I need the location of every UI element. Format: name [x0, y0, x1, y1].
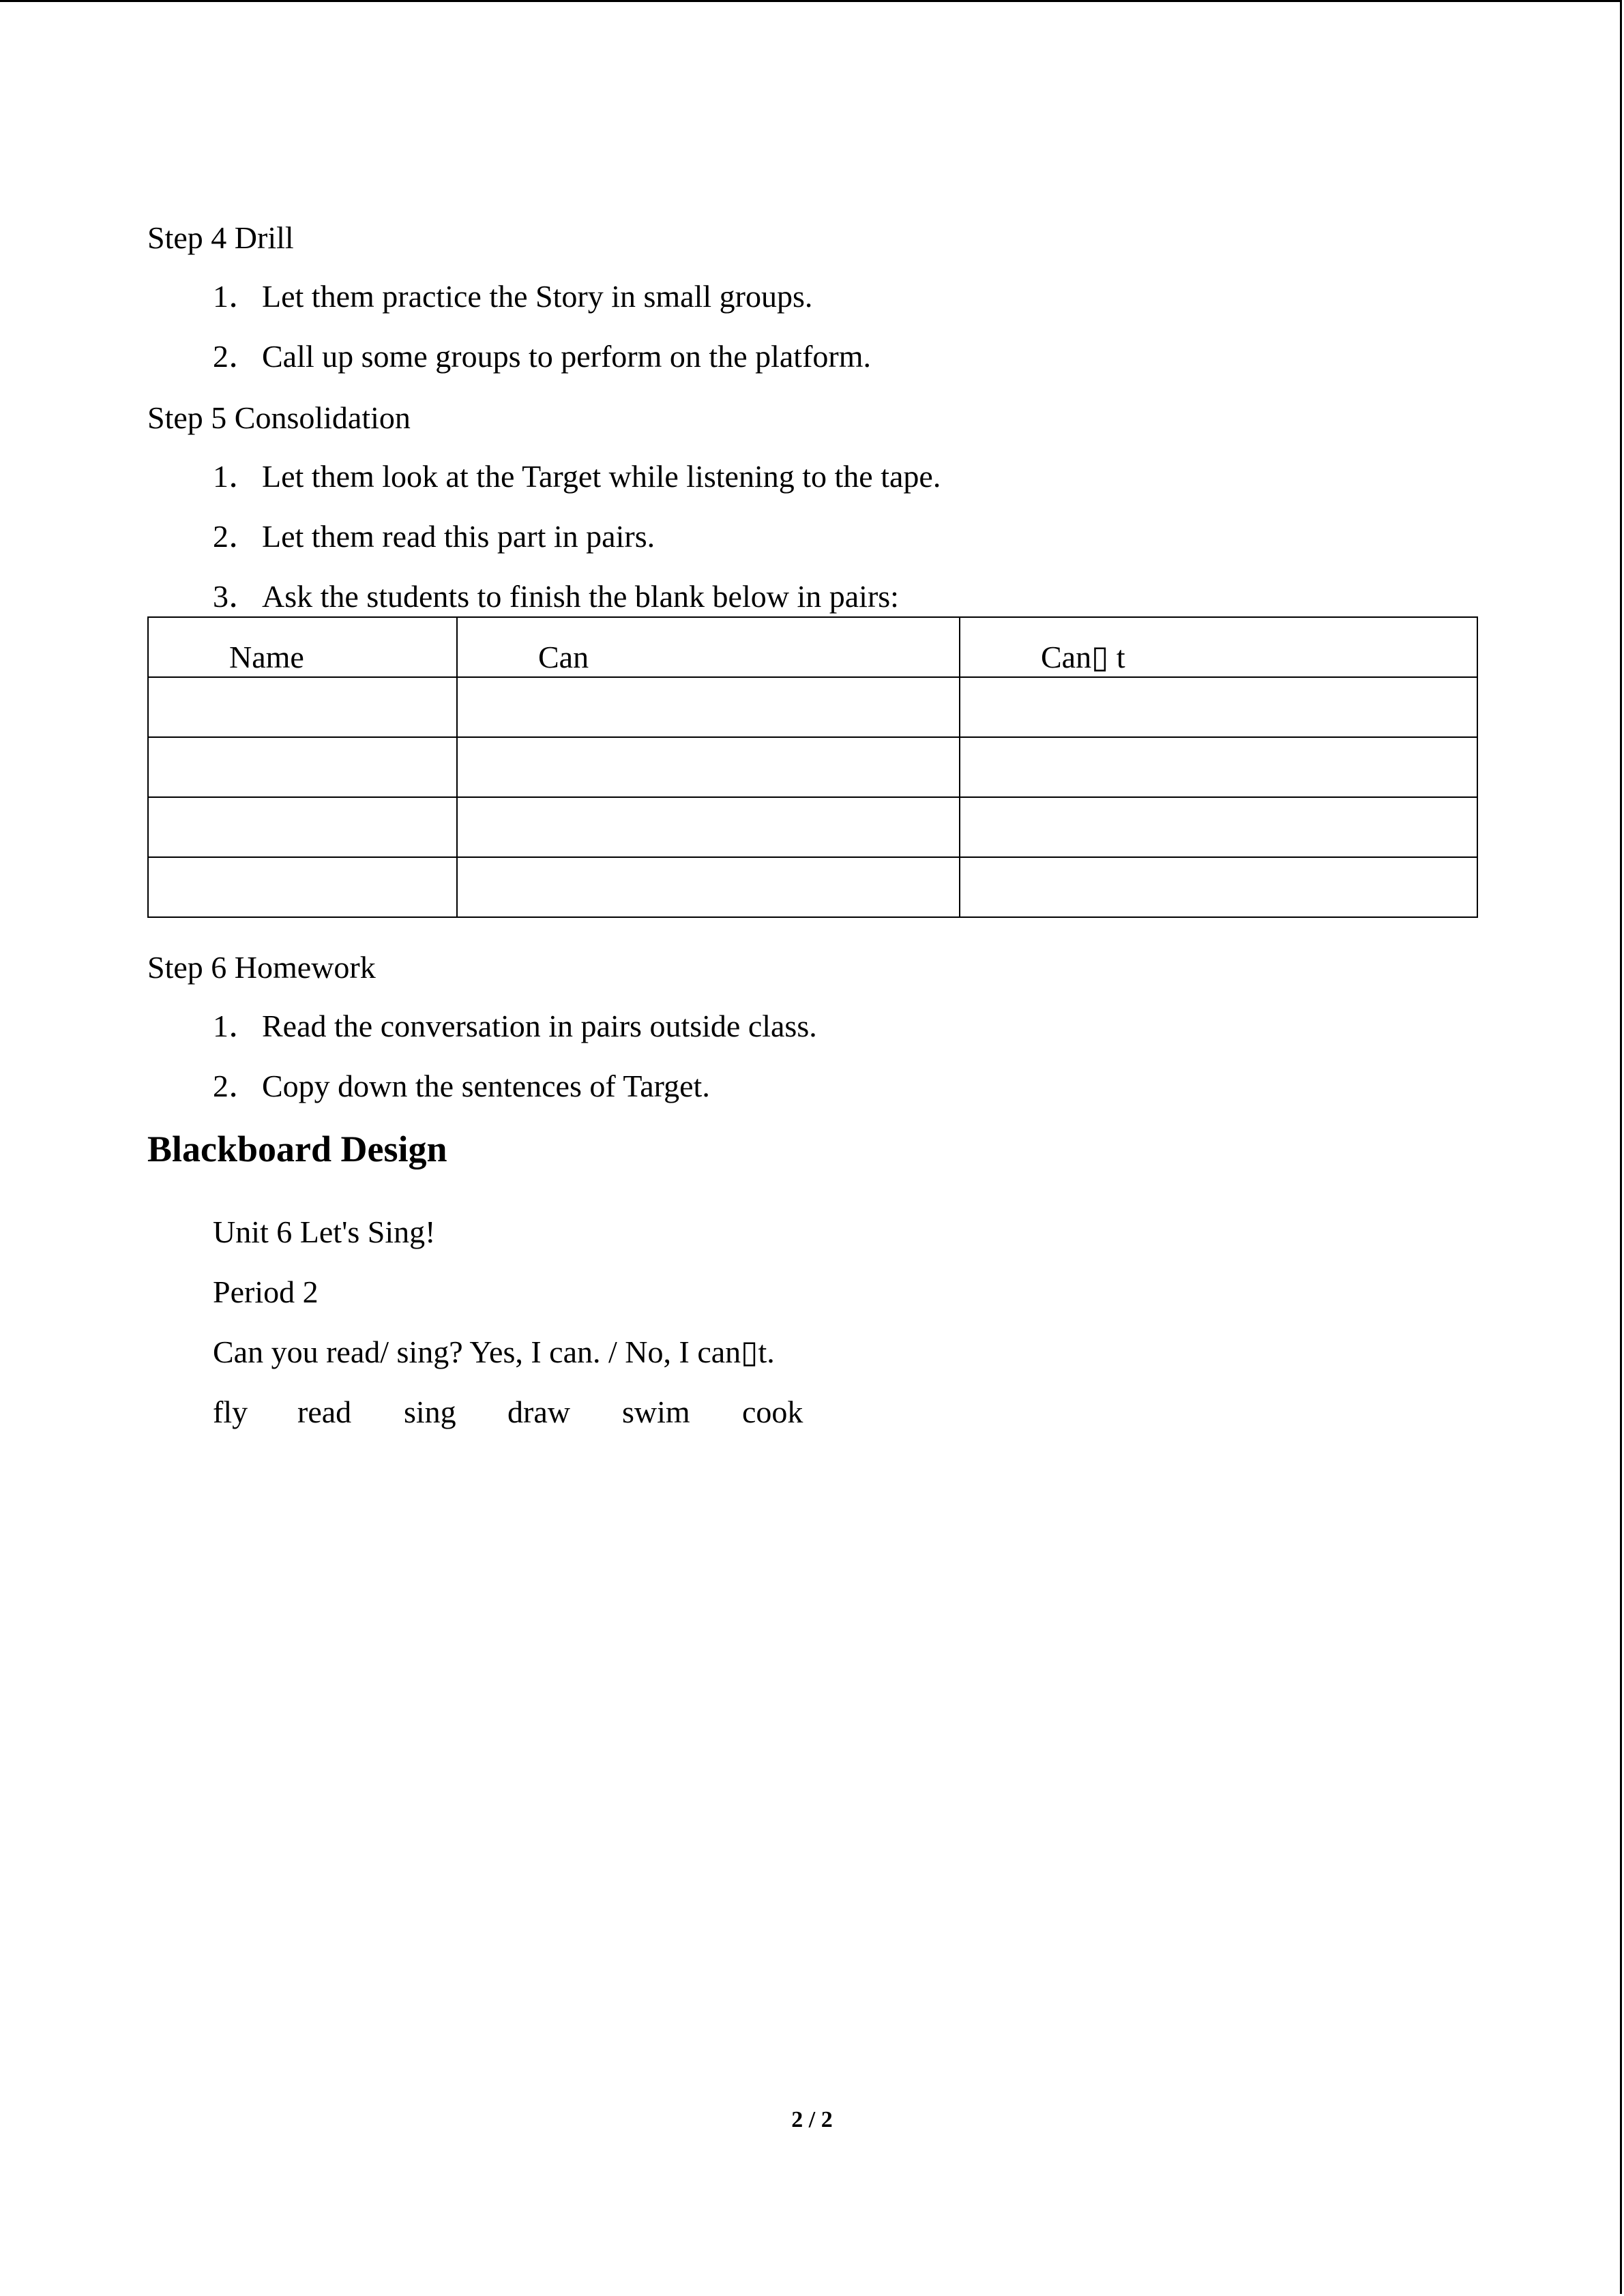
step4-item-1-text: Let them practice the Story in small groups.	[262, 279, 813, 314]
step6-title: Step 6 Homework	[147, 950, 376, 985]
blackboard-word: draw	[507, 1395, 570, 1429]
blackboard-word: swim	[622, 1395, 690, 1429]
table-cell[interactable]	[148, 857, 457, 917]
table-cell[interactable]	[960, 737, 1477, 797]
header-cant-label: Can▯ t	[1041, 640, 1125, 674]
table-row	[148, 857, 1477, 917]
step5-item-2-num: 2．	[213, 519, 260, 554]
table-cell[interactable]	[148, 677, 457, 737]
table-cell[interactable]	[960, 797, 1477, 857]
step5-item-3-text: Ask the students to finish the blank below in pairs:	[262, 579, 899, 614]
step4-item-2-text: Call up some groups to perform on the platform.	[262, 339, 872, 374]
table-cell[interactable]	[457, 857, 960, 917]
step5-item-1-text: Let them look at the Target while listening to the tape.	[262, 459, 941, 494]
step4-title: Step 4 Drill	[147, 220, 294, 255]
step5-item-3-num: 3．	[213, 579, 260, 614]
step6-item-2-num: 2．	[213, 1069, 260, 1103]
blackboard-word: cook	[742, 1395, 803, 1429]
step4-item-1-num: 1．	[213, 279, 260, 314]
header-cant	[960, 617, 1477, 677]
table-cell[interactable]	[457, 677, 960, 737]
step6-item-2-text: Copy down the sentences of Target.	[262, 1069, 710, 1103]
blackboard-word: sing	[404, 1395, 456, 1429]
header-can-label: Can	[538, 640, 589, 674]
table-header-row	[148, 617, 1477, 677]
step5-item-1	[213, 461, 941, 492]
blackboard-line-period: Period 2	[213, 1274, 319, 1309]
table-cell[interactable]	[148, 797, 457, 857]
step5-title: Step 5 Consolidation	[147, 400, 411, 435]
blackboard-word: read	[297, 1395, 352, 1429]
step6-item-2	[213, 1071, 710, 1102]
step6-item-1-text: Read the conversation in pairs outside class.	[262, 1009, 817, 1043]
pairs-blank-table	[147, 616, 1478, 918]
blackboard-heading: Blackboard Design	[147, 1129, 447, 1169]
blackboard-word: fly	[213, 1395, 248, 1429]
step5-item-2	[213, 521, 655, 552]
step6-item-1-num: 1．	[213, 1009, 260, 1043]
table-cell[interactable]	[457, 737, 960, 797]
step4-item-2-num: 2．	[213, 339, 260, 374]
table-cell[interactable]	[457, 797, 960, 857]
table-row	[148, 737, 1477, 797]
blackboard-line-question: Can you read/ sing? Yes, I can. / No, I can▯t.	[213, 1335, 775, 1369]
header-name	[148, 617, 457, 677]
step4-item-1	[213, 281, 812, 312]
step6-item-1	[213, 1011, 817, 1042]
step5-item-3	[213, 581, 899, 612]
table-cell[interactable]	[960, 857, 1477, 917]
blackboard-line-unit: Unit 6 Let's Sing!	[213, 1214, 436, 1249]
step5-item-2-text: Let them read this part in pairs.	[262, 519, 655, 554]
step4-item-2	[213, 341, 871, 372]
table-cell[interactable]	[148, 737, 457, 797]
table-cell[interactable]	[960, 677, 1477, 737]
table-row	[148, 677, 1477, 737]
table-row	[148, 797, 1477, 857]
header-name-label: Name	[229, 640, 304, 674]
header-can	[457, 617, 960, 677]
page-number: 2 / 2	[791, 2107, 833, 2132]
step5-item-1-num: 1．	[213, 459, 260, 494]
